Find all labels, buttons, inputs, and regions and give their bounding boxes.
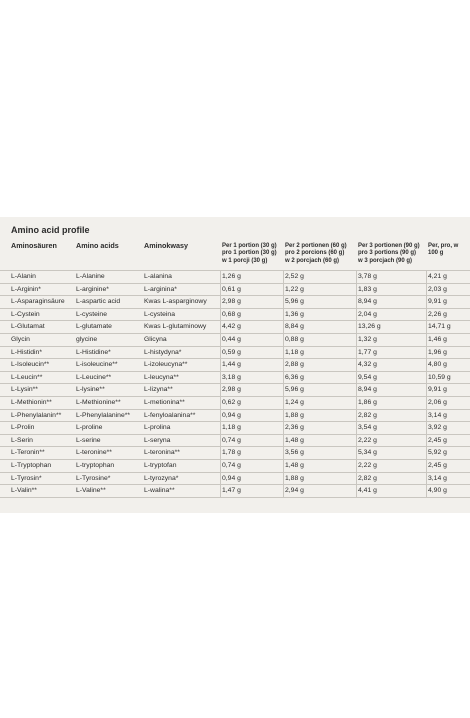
cell-name-en: L-aspartic acid [76,298,121,306]
column-divider [426,410,427,422]
column-divider [356,485,357,497]
cell-per-30g: 0,94 g [222,474,241,482]
cell-per-100g: 1,96 g [428,348,447,356]
column-divider [426,309,427,321]
header-per-2-portions: Per 2 portionen (60 g) pro 2 porcions (60 g) w 2 porcjach (60 g) [285,243,347,264]
column-divider [356,460,357,472]
column-divider [283,359,284,371]
cell-per-30g: 0,62 g [222,398,241,406]
cell-name-en: L-Alanine [76,273,105,280]
column-divider [356,435,357,447]
table-title: Amino acid profile [11,225,90,235]
column-divider [220,447,221,459]
column-divider [220,284,221,296]
column-divider [356,384,357,396]
cell-name-de: L-Tyrosin* [11,474,42,482]
column-divider [220,422,221,434]
cell-name-de: L-Glutamat [11,323,45,331]
cell-per-100g: 3,14 g [428,411,447,419]
column-divider [220,460,221,472]
cell-name-de: L-Cystein [11,310,40,318]
cell-per-30g: 1,44 g [222,361,241,369]
column-divider [426,284,427,296]
cell-name-pl: L-leucyna** [144,373,179,381]
column-divider [356,359,357,371]
cell-name-en: L-isoleucine** [76,361,118,369]
column-divider [220,359,221,371]
column-divider [356,422,357,434]
cell-name-pl: L-seryna [144,436,171,444]
cell-name-de: L-Teronin** [11,449,45,457]
cell-per-60g: 5,96 g [285,386,304,394]
cell-name-de: L-Arginin* [11,285,41,293]
cell-per-90g: 8,94 g [358,298,377,306]
cell-per-100g: 9,91 g [428,386,447,394]
cell-name-en: glycine [76,335,98,343]
column-divider [220,296,221,308]
cell-per-60g: 1,48 g [285,436,304,444]
cell-per-60g: 1,24 g [285,398,304,406]
cell-name-de: L-Tryptophan [11,461,52,469]
cell-name-en: L-Histidine* [76,348,111,356]
cell-per-60g: 3,56 g [285,449,304,457]
table-header [0,240,470,270]
column-divider [283,410,284,422]
cell-per-30g: 1,47 g [222,487,241,495]
column-divider [220,334,221,346]
column-divider [356,334,357,346]
cell-per-30g: 0,59 g [222,348,241,356]
cell-name-de: L-Lysin** [11,386,38,394]
cell-per-90g: 8,94 g [358,386,377,394]
column-divider [220,321,221,333]
cell-name-pl: L-arginina* [144,285,177,293]
cell-per-30g: 1,78 g [222,449,241,457]
column-divider [426,435,427,447]
cell-per-30g: 0,74 g [222,436,241,444]
table-row [0,296,470,309]
cell-per-30g: 4,42 g [222,323,241,331]
cell-per-100g: 14,71 g [428,323,451,331]
column-divider [426,334,427,346]
table-row [0,460,470,473]
cell-per-90g: 3,78 g [358,273,377,280]
cell-name-pl: L-tyrozyna* [144,474,179,482]
table-row [0,347,470,360]
cell-name-de: L-Leucin** [11,373,43,381]
cell-per-90g: 2,22 g [358,436,377,444]
cell-per-60g: 1,88 g [285,411,304,419]
cell-name-en: L-Leucine** [76,373,112,381]
table-row [0,270,470,284]
cell-per-100g: 2,03 g [428,285,447,293]
header-aminosauren: Aminosäuren [11,241,57,250]
cell-name-en: L-tryptophan [76,461,115,469]
cell-name-pl: L-cysteina [144,310,175,318]
cell-per-100g: 2,26 g [428,310,447,318]
cell-name-de: L-Histidin* [11,348,42,356]
table-row [0,422,470,435]
cell-per-100g: 5,92 g [428,449,447,457]
table-row [0,485,470,498]
column-divider [426,460,427,472]
column-divider [283,372,284,384]
cell-per-90g: 1,77 g [358,348,377,356]
column-divider [426,473,427,485]
cell-per-60g: 2,94 g [285,487,304,495]
cell-per-90g: 4,32 g [358,361,377,369]
cell-name-en: L-arginine* [76,285,109,293]
table-row [0,372,470,385]
cell-per-90g: 2,82 g [358,474,377,482]
column-divider [220,485,221,497]
cell-name-de: Glycin [11,335,30,343]
column-divider [356,271,357,283]
column-divider [283,473,284,485]
cell-per-30g: 0,68 g [222,310,241,318]
cell-per-60g: 1,48 g [285,461,304,469]
column-divider [283,296,284,308]
column-divider [356,447,357,459]
column-divider [426,347,427,359]
cell-per-90g: 1,32 g [358,335,377,343]
cell-per-60g: 8,84 g [285,323,304,331]
cell-name-en: L-Valine** [76,487,106,495]
cell-per-100g: 4,21 g [428,273,447,280]
cell-per-30g: 2,98 g [222,298,241,306]
column-divider [283,397,284,409]
table-row [0,321,470,334]
header-aminokwasy: Aminokwasy [144,241,188,250]
column-divider [283,435,284,447]
cell-name-pl: L-prolina [144,424,171,432]
column-divider [356,321,357,333]
column-divider [426,372,427,384]
column-divider [283,460,284,472]
column-divider [356,372,357,384]
cell-per-60g: 0,88 g [285,335,304,343]
cell-per-90g: 2,04 g [358,310,377,318]
table-row [0,359,470,372]
table-row [0,447,470,460]
cell-per-100g: 4,80 g [428,361,447,369]
table-body [0,270,470,498]
cell-per-30g: 0,74 g [222,461,241,469]
table-row [0,334,470,347]
table-row [0,473,470,486]
header-per-3-portions: Per 3 portionen (90 g) pro 3 portions (90 g) w 3 porcjach (90 g) [358,243,420,264]
cell-per-90g: 13,26 g [358,323,381,331]
column-divider [356,347,357,359]
cell-name-de: L-Phenylalanin** [11,411,62,419]
cell-name-de: L-Alanin [11,273,36,280]
cell-per-100g: 3,92 g [428,424,447,432]
cell-name-en: L-lysine** [76,386,105,394]
cell-per-90g: 2,82 g [358,411,377,419]
cell-per-60g: 6,36 g [285,373,304,381]
cell-per-90g: 3,54 g [358,424,377,432]
cell-per-100g: 3,14 g [428,474,447,482]
cell-per-90g: 9,54 g [358,373,377,381]
cell-name-pl: L-izoleucyna** [144,361,188,369]
cell-name-pl: Kwas L-asparginowy [144,298,207,306]
column-divider [356,397,357,409]
cell-per-60g: 2,36 g [285,424,304,432]
column-divider [220,410,221,422]
column-divider [426,485,427,497]
cell-name-pl: L-tryptofan [144,461,177,469]
column-divider [426,384,427,396]
column-divider [220,384,221,396]
cell-per-60g: 1,88 g [285,474,304,482]
cell-name-en: L-cysteine [76,310,107,318]
cell-name-de: L-Methionin** [11,398,52,406]
column-divider [220,309,221,321]
cell-name-de: L-Prolin [11,424,35,432]
cell-name-pl: L-alanina [144,273,172,280]
column-divider [426,321,427,333]
header-amino-acids: Amino acids [76,241,119,250]
column-divider [283,347,284,359]
cell-per-100g: 1,46 g [428,335,447,343]
cell-name-pl: Kwas L-glutaminowy [144,323,207,331]
cell-per-30g: 1,18 g [222,424,241,432]
column-divider [356,410,357,422]
cell-name-en: L-teronine** [76,449,112,457]
cell-name-pl: L-teronina** [144,449,180,457]
column-divider [356,309,357,321]
column-divider [283,284,284,296]
cell-per-90g: 4,41 g [358,487,377,495]
table-row [0,410,470,423]
column-divider [283,422,284,434]
cell-name-en: L-Phenylalanine** [76,411,131,419]
header-per-100g: Per, pro, w 100 g [428,243,459,257]
cell-per-90g: 1,86 g [358,398,377,406]
column-divider [220,271,221,283]
cell-per-30g: 3,18 g [222,373,241,381]
cell-per-30g: 0,44 g [222,335,241,343]
cell-name-de: L-Asparaginsäure [11,298,65,306]
cell-per-100g: 2,45 g [428,461,447,469]
cell-name-pl: L-walina** [144,487,175,495]
cell-name-en: L-proline [76,424,103,432]
cell-name-pl: L-fenyloalanina** [144,411,196,419]
cell-name-pl: L-histydyna* [144,348,182,356]
cell-per-100g: 4,90 g [428,487,447,495]
cell-per-90g: 5,34 g [358,449,377,457]
cell-per-100g: 2,45 g [428,436,447,444]
column-divider [356,473,357,485]
cell-per-60g: 1,18 g [285,348,304,356]
cell-per-100g: 9,91 g [428,298,447,306]
table-row [0,309,470,322]
cell-per-30g: 0,61 g [222,285,241,293]
cell-name-de: L-Isoleucin** [11,361,50,369]
column-divider [220,435,221,447]
column-divider [283,309,284,321]
cell-per-60g: 2,88 g [285,361,304,369]
cell-per-100g: 10,59 g [428,373,451,381]
cell-name-de: L-Serin [11,436,33,444]
cell-per-90g: 2,22 g [358,461,377,469]
cell-per-30g: 1,26 g [222,273,241,280]
column-divider [356,296,357,308]
table-row [0,397,470,410]
column-divider [426,271,427,283]
cell-name-en: L-glutamate [76,323,112,331]
column-divider [426,296,427,308]
cell-name-de: L-Valin** [11,487,37,495]
cell-per-30g: 0,94 g [222,411,241,419]
column-divider [426,447,427,459]
table-row [0,384,470,397]
cell-per-60g: 2,52 g [285,273,304,280]
cell-per-60g: 1,36 g [285,310,304,318]
column-divider [283,485,284,497]
cell-name-pl: L-lizyna** [144,386,173,394]
column-divider [220,372,221,384]
cell-name-pl: Glicyna [144,335,167,343]
column-divider [426,397,427,409]
table-row [0,284,470,297]
cell-name-en: L-serine [76,436,101,444]
cell-per-60g: 1,22 g [285,285,304,293]
cell-per-90g: 1,83 g [358,285,377,293]
column-divider [283,334,284,346]
cell-name-en: L-Tyrosine* [76,474,111,482]
cell-per-100g: 2,06 g [428,398,447,406]
cell-name-pl: L-metionina** [144,398,185,406]
column-divider [220,347,221,359]
cell-per-60g: 5,96 g [285,298,304,306]
cell-per-30g: 2,98 g [222,386,241,394]
column-divider [426,422,427,434]
column-divider [283,447,284,459]
cell-name-en: L-Methionine** [76,398,121,406]
column-divider [426,359,427,371]
column-divider [220,397,221,409]
column-divider [283,384,284,396]
header-per-1-portion: Per 1 portion (30 g) pro 1 portion (30 g) w 1 porcji (30 g) [222,243,277,264]
column-divider [220,473,221,485]
column-divider [356,284,357,296]
column-divider [283,321,284,333]
column-divider [283,271,284,283]
table-row [0,435,470,448]
